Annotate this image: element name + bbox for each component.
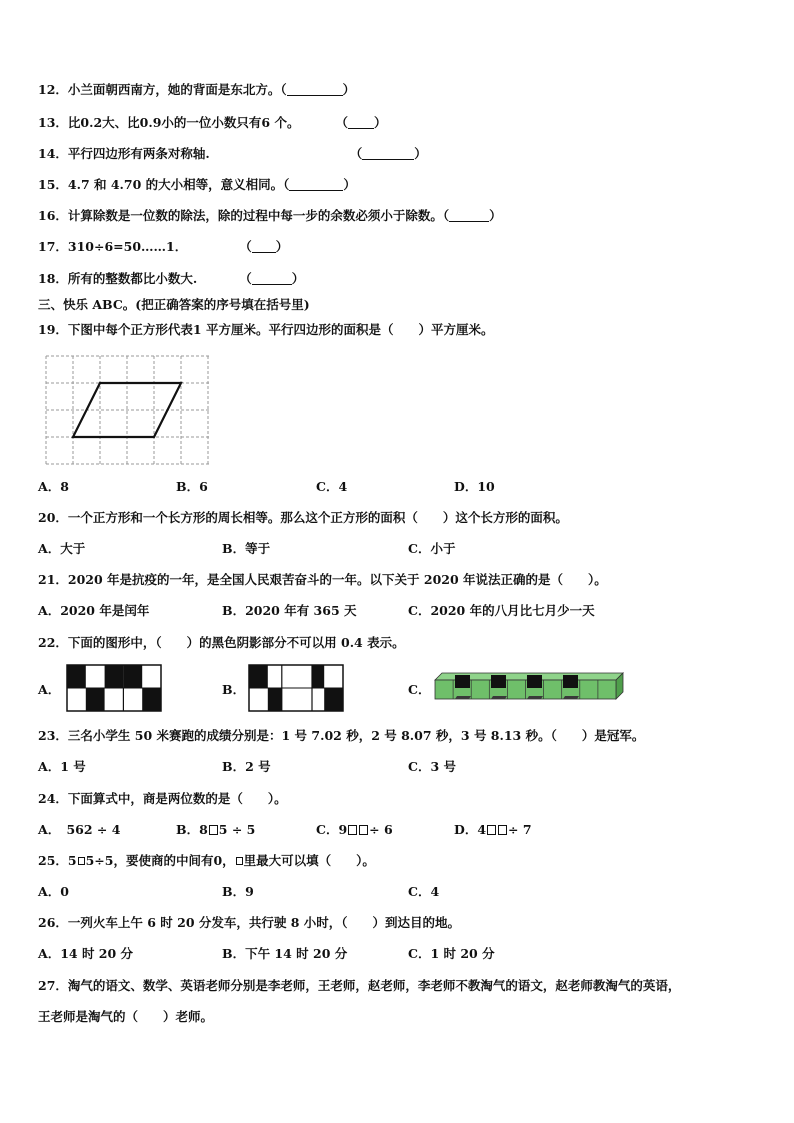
question-27-line-1: 27．淘气的语文、数学、英语老师分别是李老师，王老师，赵老师，李老师不教淘气的语文，赵老师教淘气的英语， [38, 978, 681, 993]
question-23-stem: 23．三名小学生 50 米赛跑的成绩分别是：1 号 7.02 秒，2 号 8.07 秒，3 号 8.13 秒。（ ）是冠军。 [38, 728, 645, 743]
question-13-close: ） [373, 115, 387, 130]
q19-option-c[interactable]: C．4 [316, 479, 348, 494]
blank-box-icon [236, 857, 243, 865]
question-21-stem: 21．2020 年是抗疫的一年，是全国人民艰苦奋斗的一年。以下关于 2020 年说法正确的是（ ）。 [38, 572, 607, 587]
question-14-text: 14．平行四边形有两条对称轴. [38, 146, 210, 161]
q23-option-c[interactable]: C．3 号 [408, 759, 456, 774]
blank-box-icon [78, 857, 85, 865]
question-27-line-2: 王老师是淘气的（ ）老师。 [38, 1009, 214, 1024]
blank-box-icon [348, 825, 357, 835]
blank-box-icon [498, 825, 507, 835]
question-17-close: ） [275, 239, 289, 254]
question-15 [38, 176, 356, 194]
blank-box-icon [487, 825, 496, 835]
q24-option-c[interactable] [316, 821, 393, 839]
question-25-stem [38, 852, 375, 870]
q22-option-a-label[interactable]: A． [38, 682, 61, 697]
q24-option-b[interactable] [176, 821, 255, 839]
q21-option-b[interactable]: B．2020 年有 365 天 [222, 603, 357, 618]
answer-blank-15[interactable] [289, 178, 343, 191]
question-16 [38, 207, 502, 225]
q24-option-c-prefix: C．9 [316, 822, 348, 837]
question-19-stem: 19．下图中每个正方形代表1 平方厘米。平行四边形的面积是（ ）平方厘米。 [38, 322, 494, 337]
q24-option-d-prefix: D．4 [454, 822, 487, 837]
q25-option-a[interactable]: A．0 [38, 884, 69, 899]
q22-option-c-label[interactable]: C． [408, 682, 431, 697]
q24-option-c-suffix: ÷ 6 [369, 822, 393, 837]
question-12-close: ） [342, 82, 356, 97]
q25-option-c[interactable]: C．4 [408, 884, 440, 899]
question-16-text: 16．计算除数是一位数的除法，除的过程中每一步的余数必须小于除数。（ [38, 208, 450, 223]
q20-option-c[interactable]: C．小于 [408, 541, 456, 556]
answer-blank-14[interactable] [362, 147, 414, 160]
q23-option-b[interactable]: B．2 号 [222, 759, 271, 774]
q22-figure-b[interactable] [248, 664, 344, 712]
parallelogram-grid-figure [44, 354, 212, 466]
q19-option-a[interactable]: A．8 [38, 479, 69, 494]
question-17-text: 17．310÷6=50……1． [38, 239, 188, 254]
answer-blank-18[interactable] [252, 272, 292, 285]
question-12 [38, 81, 355, 99]
q25-option-b[interactable]: B．9 [222, 884, 254, 899]
question-20-stem: 20．一个正方形和一个长方形的周长相等。那么这个正方形的面积（ ）这个长方形的面积。 [38, 510, 568, 525]
open-paren: （ [349, 146, 363, 161]
q24-option-d-suffix: ÷ 7 [508, 822, 532, 837]
q23-option-a[interactable]: A．1 号 [38, 759, 86, 774]
question-25-prefix: 25．5 [38, 853, 77, 868]
question-22-stem: 22．下面的图形中，（ ）的黑色阴影部分不可以用 0.4 表示。 [38, 635, 405, 650]
question-17 [38, 238, 288, 256]
open-paren: （ [239, 271, 252, 286]
q24-option-a[interactable]: A． 562 ÷ 4 [38, 822, 121, 837]
q26-option-c[interactable]: C．1 时 20 分 [408, 946, 495, 961]
q22-figure-a[interactable] [66, 664, 162, 712]
answer-blank-12[interactable] [287, 83, 343, 96]
question-15-text: 15．4.7 和 4.70 的大小相等，意义相同。（ [38, 177, 290, 192]
blank-box-icon [359, 825, 368, 835]
q26-option-b[interactable]: B．下午 14 时 20 分 [222, 946, 348, 961]
q20-option-a[interactable]: A．大于 [38, 541, 86, 556]
q21-option-a[interactable]: A．2020 年是闰年 [38, 603, 150, 618]
question-26-stem: 26．一列火车上午 6 时 20 分发车，共行驶 8 小时，（ ）到达目的地。 [38, 915, 461, 930]
question-14 [38, 145, 427, 163]
question-18-close: ） [291, 271, 305, 286]
question-12-text: 12．小兰面朝西南方，她的背面是东北方。（ [38, 82, 287, 97]
q19-option-d[interactable]: D．10 [454, 479, 495, 494]
question-24-stem: 24．下面算式中，商是两位数的是（ ）。 [38, 791, 287, 806]
question-16-close: ） [489, 208, 502, 223]
question-15-close: ） [343, 177, 356, 192]
blank-box-icon [209, 825, 218, 835]
question-13 [38, 114, 386, 132]
q21-option-c[interactable]: C．2020 年的八月比七月少一天 [408, 603, 595, 618]
open-paren: （ [335, 115, 348, 130]
q19-option-b[interactable]: B．6 [176, 479, 208, 494]
q20-option-b[interactable]: B．等于 [222, 541, 271, 556]
section-heading: 三、快乐 ABC。(把正确答案的序号填在括号里) [38, 297, 310, 312]
open-paren: （ [239, 239, 252, 254]
q24-option-d[interactable] [454, 821, 532, 839]
q24-option-b-suffix: 5 ÷ 5 [218, 822, 256, 837]
answer-blank-16[interactable] [449, 209, 489, 222]
q22-option-b-label[interactable]: B． [222, 682, 246, 697]
q26-option-a[interactable]: A．14 时 20 分 [38, 946, 134, 961]
question-25-middle: 5÷5，要使商的中间有0， [85, 853, 235, 868]
answer-blank-17[interactable] [252, 240, 276, 253]
question-14-close: ） [414, 146, 427, 161]
question-13-text: 13．比0.2大、比0.9小的一位小数只有6 个。 [38, 115, 300, 130]
question-18 [38, 270, 304, 288]
question-25-suffix: 里最大可以填（ ）。 [243, 853, 375, 868]
q22-figure-c[interactable] [434, 672, 624, 700]
question-18-text: 18．所有的整数都比小数大. [38, 271, 198, 286]
q24-option-b-prefix: B．8 [176, 822, 208, 837]
answer-blank-13[interactable] [348, 116, 374, 129]
